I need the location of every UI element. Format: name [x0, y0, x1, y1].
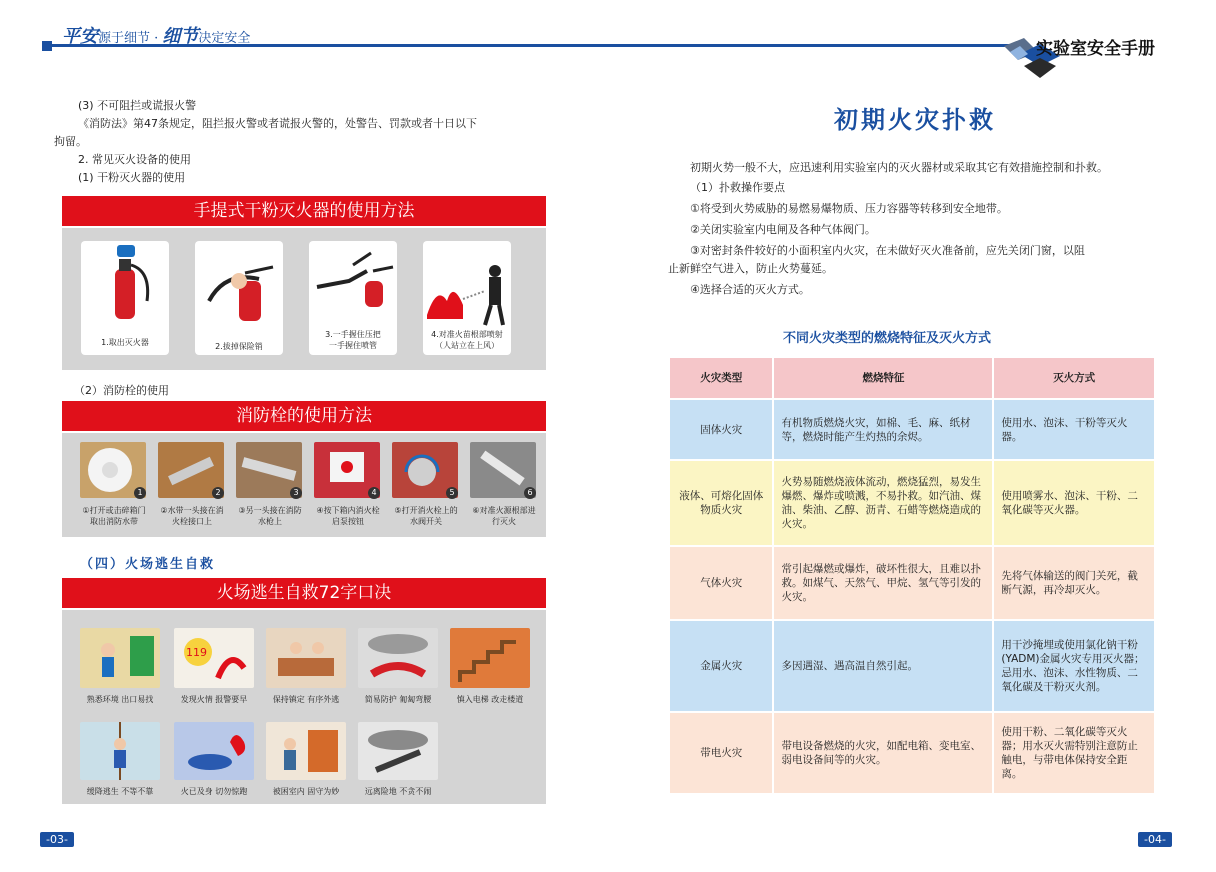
text-line-2: 《消防法》第47条规定，阻拦报火警或者谎报火警的，处警告、罚款或者十日以下: [78, 117, 477, 130]
escape-caption-6: 缓降逃生 不等不靠: [86, 787, 154, 796]
paragraph-6: 止新鲜空气进入，防止火势蔓延。: [668, 262, 833, 275]
paragraph-4: ②关闭实验室内电闸及各种气体阀门。: [690, 223, 876, 236]
escape-caption-7: 火已及身 切勿惊跑: [180, 787, 248, 796]
leave-danger-icon: [358, 722, 438, 780]
cell-type: 固体火灾: [670, 400, 772, 459]
extinguisher-step-4-caption: 4.对准火苗根部喷射 （人站立在上风）: [431, 330, 503, 350]
cell-method: 使用水、泡沫、干粉等灭火器。: [994, 400, 1154, 459]
cell-feature: 多因遇湿、遇高温自然引起。: [774, 621, 992, 711]
table-row: [670, 461, 1154, 545]
cell-feature: 常引起爆燃或爆炸，破坏性很大，且难以扑救。如煤气、天然气、甲烷、氢气等引发的火灾。: [774, 547, 992, 619]
shelter-in-room-icon: [266, 722, 346, 780]
hydrant-heading: （2）消防栓的使用: [74, 384, 169, 397]
hydrant-step-6-caption: ⑥对准火源根部进 行灭火: [472, 506, 536, 526]
paragraph-2: （1）扑救操作要点: [690, 181, 785, 194]
header-type: 火灾类型: [670, 358, 772, 398]
table-row: [670, 621, 1154, 711]
escape-caption-1: 熟悉环境 出口易找: [86, 695, 154, 704]
cell-method: 使用干粉、二氧化碳等灭火器；用水灭火需特别注意防止触电，与带电体保持安全距离。: [994, 713, 1154, 793]
text-line-4: 2. 常见灭火设备的使用: [78, 153, 191, 166]
spray-fire-icon: [423, 241, 511, 331]
escape-caption-5: 慎入电梯 改走楼道: [456, 695, 524, 704]
page-number-right: -04-: [1138, 832, 1172, 847]
escape-illustration-3: [266, 628, 346, 688]
hydrant-number-6: 6: [524, 487, 536, 499]
paragraph-1: 初期火势一般不大，应迅速利用实验室内的灭火器材或采取其它有效措施控制和扑救。: [690, 161, 1108, 174]
hydrant-step-4-caption: ④按下箱内消火栓 启泵按钮: [316, 506, 380, 526]
escape-caption-3: 保持镇定 有序外逃: [272, 695, 340, 704]
text-line-1: (3) 不可阻拦或谎报火警: [78, 99, 197, 112]
table-row: [670, 547, 1154, 619]
slogan-word-1: 平安: [62, 26, 98, 47]
extinguisher-step-4: [423, 241, 511, 355]
page-number-left: -03-: [40, 832, 74, 847]
escape-banner: 火场逃生自救72字口决: [62, 578, 546, 608]
paragraph-5: ③对密封条件较好的小面积室内火灾，在未做好灭火准备前，应先关闭门窗，以阻: [690, 244, 1085, 257]
escape-illustration-8: [266, 722, 346, 780]
section-4-heading: （四）火场逃生自救: [80, 557, 216, 572]
rope-descent-icon: [80, 722, 160, 780]
escape-illustration-7: [174, 722, 254, 780]
cell-feature: 带电设备燃烧的火灾，如配电箱、变电室、弱电设备间等的火灾。: [774, 713, 992, 793]
extinguisher-panel: [62, 228, 546, 370]
cell-type: 带电火灾: [670, 713, 772, 793]
escape-caption-8: 被困室内 固守为妙: [272, 787, 340, 796]
grip-nozzle-icon: [309, 241, 397, 331]
hydrant-number-1: 1: [134, 487, 146, 499]
escape-panel: [62, 610, 546, 804]
escape-caption-9: 远离险地 不贪不闹: [364, 787, 432, 796]
text-line-5: (1) 干粉灭火器的使用: [78, 171, 186, 184]
hydrant-panel: [62, 433, 546, 537]
header-feature: 燃烧特征: [774, 358, 992, 398]
paragraph-3: ①将受到火势威胁的易燃易爆物质、压力容器等转移到安全地带。: [690, 202, 1008, 215]
escape-illustration-6: [80, 722, 160, 780]
cell-type: 金属火灾: [670, 621, 772, 711]
hydrant-step-1-caption: ①打开或击碎箱门 取出消防水带: [82, 506, 146, 526]
slogan-word-2: 细节: [162, 26, 199, 47]
escape-illustration-5: [450, 628, 530, 688]
extinguisher-step-1-caption: 1.取出灭火器: [101, 338, 149, 347]
extinguisher-banner: 手提式干粉灭火器的使用方法: [62, 196, 546, 226]
table-row: [670, 713, 1154, 793]
header-slogan: [62, 22, 250, 48]
cell-method: 先将气体输送的阀门关死，截断气源，再冷却灭火。: [994, 547, 1154, 619]
text-line-3: 拘留。: [54, 135, 87, 148]
extinguisher-icon: [81, 241, 169, 331]
stairs-icon: [450, 628, 530, 688]
table-title: 不同火灾类型的燃烧特征及灭火方式: [783, 331, 992, 346]
extinguisher-step-2-caption: 2.拔掉保险销: [215, 342, 263, 351]
hydrant-step-2-caption: ②水带一头接在消 火栓接口上: [160, 506, 224, 526]
escape-caption-2: 发现火情 报警要早: [180, 695, 248, 704]
hydrant-step-5-caption: ⑤打开消火栓上的 水阀开关: [394, 506, 458, 526]
cell-feature: 火势易随燃烧液体流动，燃烧猛烈，易发生爆燃、爆炸或喷溅，不易扑救。如汽油、煤油、柴油、乙醇、沥青、石蜡等燃烧造成的火灾。: [774, 461, 992, 545]
escape-illustration-1: [80, 628, 160, 688]
cell-method: 用干沙掩埋或使用氯化钠干粉(YADM)金属火灾专用灭火器；忌用水、泡沫、水性物质、二氧化碳及干粉灭火剂。: [994, 621, 1154, 711]
hydrant-number-5: 5: [446, 487, 458, 499]
extinguisher-step-3: [309, 241, 397, 355]
slogan-text-1: 源于细节 ·: [98, 31, 159, 46]
extinguisher-step-2: [195, 241, 283, 355]
exit-sign-icon: [80, 628, 160, 688]
fire-type-table: [668, 356, 1156, 795]
orderly-exit-icon: [266, 628, 346, 688]
badge-119: 119: [186, 646, 207, 659]
hydrant-number-3: 3: [290, 487, 302, 499]
manual-title: 实验室安全手册: [1036, 39, 1155, 59]
phone-alarm-icon: [174, 628, 254, 688]
header-method: 灭火方式: [994, 358, 1154, 398]
hydrant-number-2: 2: [212, 487, 224, 499]
cell-type: 气体火灾: [670, 547, 772, 619]
right-page-title: 初期火灾扑救: [834, 106, 996, 134]
hydrant-step-3-caption: ③另一头接在消防 水枪上: [238, 506, 302, 526]
extinguisher-step-1: [81, 241, 169, 355]
paragraph-7: ④选择合适的灭火方式。: [690, 283, 810, 296]
cell-feature: 有机物质燃烧火灾，如棉、毛、麻、纸材等，燃烧时能产生灼热的余烬。: [774, 400, 992, 459]
escape-illustration-4: [358, 628, 438, 688]
pull-pin-icon: [195, 241, 283, 331]
escape-illustration-2: [174, 628, 254, 688]
extinguisher-step-3-caption: 3.一手握住压把 一手握住喷管: [325, 330, 381, 350]
hydrant-number-4: 4: [368, 487, 380, 499]
slogan-text-2: 决定安全: [198, 31, 251, 46]
hydrant-banner: 消防栓的使用方法: [62, 401, 546, 431]
stop-drop-roll-icon: [174, 722, 254, 780]
table-row: [670, 400, 1154, 459]
header-square: [42, 41, 52, 51]
escape-caption-4: 简易防护 匍匐弯腰: [364, 695, 432, 704]
crawl-low-icon: [358, 628, 438, 688]
cell-type: 液体、可熔化固体物质火灾: [670, 461, 772, 545]
cell-method: 使用喷雾水、泡沫、干粉、二氧化碳等灭火器。: [994, 461, 1154, 545]
escape-illustration-9: [358, 722, 438, 780]
